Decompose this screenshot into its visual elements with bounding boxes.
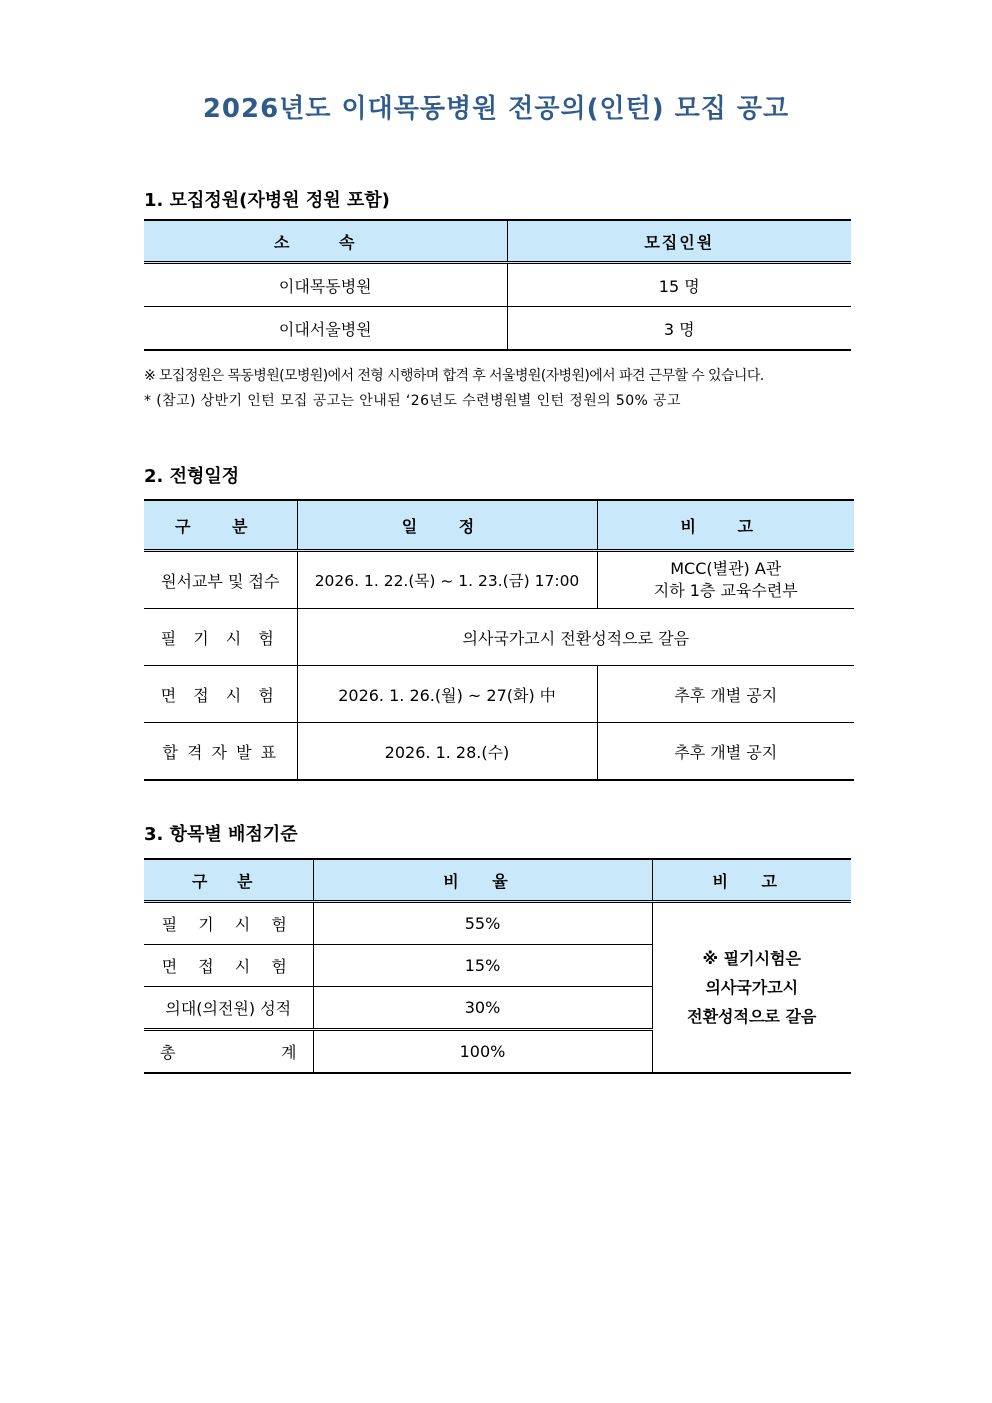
schedule-date: 2026. 1. 22.(목) ~ 1. 23.(금) 17:00 [297, 551, 597, 609]
scoring-ratio: 15% [313, 945, 652, 987]
section1-heading: 1. 모집정원(자병원 정원 포함) [144, 190, 390, 211]
schedule-remark: 추후 개별 공지 [674, 742, 778, 762]
section2-heading: 2. 전형일정 [144, 466, 240, 487]
scoring-remark-line: ※ 필기시험은 [702, 949, 801, 968]
schedule-remark [597, 551, 854, 609]
scoring-item: 필 기 시 험 [144, 902, 313, 945]
scoring-header-ratio: 비 율 [313, 859, 652, 902]
page-title: 2026년도 이대목동병원 전공의(인턴) 모집 공고 [202, 94, 790, 124]
schedule-remark: 추후 개별 공지 [597, 666, 854, 723]
scoring-ratio: 30% [313, 987, 652, 1030]
schedule-date: 2026. 1. 26.(월) ~ 27(화) 中 [297, 666, 597, 723]
scoring-remark-line: 의사국가고시 [705, 978, 799, 997]
quota-note: * (참고) 상반기 인턴 모집 공고는 안내된 ‘26년도 수련병원별 인턴 정원의 50% 공고 [144, 393, 681, 409]
quota-affiliation: 이대목동병원 [144, 263, 507, 307]
scoring-header-item: 구 분 [144, 859, 313, 902]
quota-count: 15 명 [507, 263, 851, 307]
table-row [144, 263, 851, 307]
scoring-remark-line: 전환성적으로 갈음 [687, 1007, 817, 1026]
quota-header-affiliation: 소 속 [144, 220, 507, 263]
scoring-header-remark: 비 고 [652, 859, 851, 902]
table-row [144, 723, 854, 781]
quota-affiliation: 이대서울병원 [144, 307, 507, 351]
table-row [144, 902, 851, 945]
schedule-category: 면 접 시 험 [144, 666, 297, 723]
quota-notes [144, 364, 764, 414]
scoring-total-ratio: 100% [313, 1030, 652, 1074]
scoring-total-left: 총 [160, 1043, 176, 1062]
quota-table [144, 219, 851, 351]
quota-note: ※ 모집정원은 목동병원(모병원)에서 전형 시행하며 합격 후 서울병원(자병원)에서 파견 근무할 수 있습니다. [144, 368, 764, 384]
section3-heading: 3. 항목별 배점기준 [144, 824, 298, 845]
schedule-header-category: 구 분 [144, 500, 297, 551]
schedule-date: 의사국가고시 전환성적으로 갈음 [297, 609, 854, 666]
schedule-header-date: 일 정 [297, 500, 597, 551]
table-row [144, 307, 851, 351]
scoring-ratio: 55% [313, 902, 652, 945]
scoring-item: 면 접 시 험 [144, 945, 313, 987]
schedule-table [144, 499, 854, 781]
schedule-remark-line: MCC(별관) A관 [670, 559, 782, 578]
schedule-date: 2026. 1. 28.(수) [297, 723, 597, 781]
schedule-remark-line: 지하 1층 교육수련부 [653, 581, 798, 600]
table-row [144, 551, 854, 609]
table-row [144, 666, 854, 723]
table-row [144, 609, 854, 666]
scoring-item: 의대(의전원) 성적 [144, 987, 313, 1030]
schedule-category: 원서교부 및 접수 [144, 551, 297, 609]
schedule-category: 합 격 자 발 표 [144, 723, 297, 781]
scoring-table [144, 858, 851, 1074]
quota-header-count: 모집인원 [507, 220, 851, 263]
schedule-category: 필 기 시 험 [144, 609, 297, 666]
scoring-total-label [144, 1030, 313, 1074]
scoring-remark [652, 902, 851, 1074]
quota-count: 3 명 [663, 319, 695, 339]
schedule-header-remark: 비 고 [597, 500, 854, 551]
scoring-total-right: 계 [281, 1043, 297, 1062]
